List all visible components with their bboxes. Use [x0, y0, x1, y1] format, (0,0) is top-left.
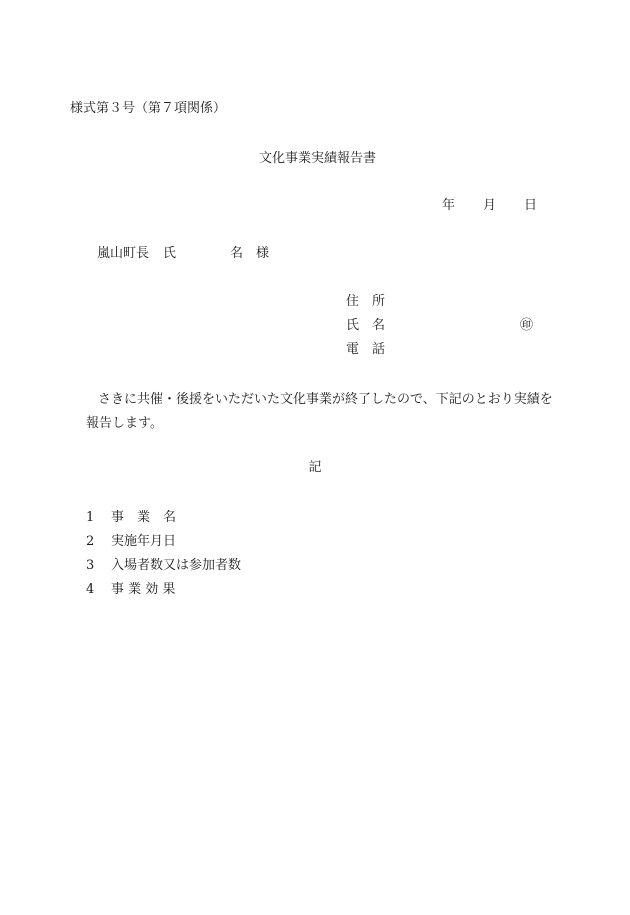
- addressee-mayor: 嵐山町長: [97, 246, 150, 261]
- addressee-mei: 名: [230, 246, 244, 261]
- date-year-label: 年: [442, 198, 456, 213]
- document-title: 文化事業実績報告書: [258, 151, 376, 166]
- sender-phone-label: 電 話: [346, 342, 386, 357]
- item-number: 3: [86, 558, 95, 573]
- date-month-label: 月: [483, 198, 497, 213]
- item-number: 4: [86, 582, 95, 597]
- form-number: 様式第３号（第７項関係）: [70, 101, 227, 116]
- item-number: 2: [86, 534, 95, 549]
- report-body-text: さきに共催・後援をいただいた文化事業が終了したので、下記のとおり実績を報告します。: [86, 392, 553, 431]
- item-label: 入場者数又は参加者数: [111, 558, 242, 573]
- addressee-shi: 氏: [163, 246, 177, 261]
- addressee-sama: 様: [256, 246, 270, 261]
- ki-heading: 記: [308, 460, 322, 475]
- item-number: 1: [86, 510, 95, 525]
- sender-address-label: 住 所: [346, 294, 386, 309]
- seal-mark: ㊞: [520, 318, 534, 333]
- item-label: 実施年月日: [111, 534, 177, 549]
- date-day-label: 日: [524, 198, 538, 213]
- item-label: 事 業 効 果: [111, 582, 176, 597]
- item-label: 事 業 名: [111, 510, 177, 525]
- sender-name-label: 氏 名: [346, 318, 386, 333]
